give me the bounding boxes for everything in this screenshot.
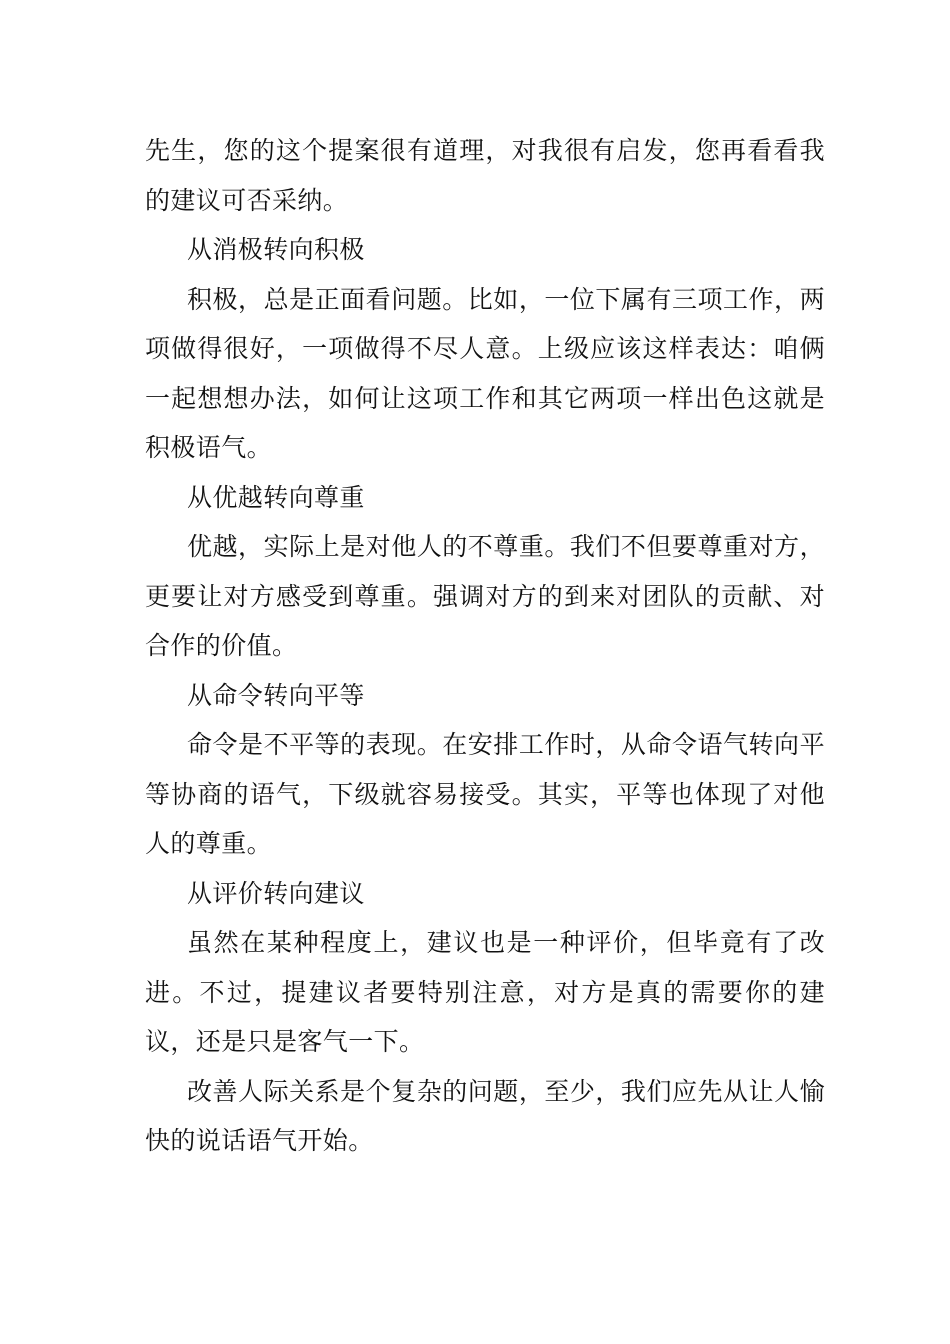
paragraph-respect: 优越，实际上是对他人的不尊重。我们不但要尊重对方，更要让对方感受到尊重。强调对方的到来对团队的贡献、对合作的价值。 — [145, 532, 825, 660]
document-body — [145, 126, 825, 1166]
paragraph-equality: 命令是不平等的表现。在安排工作时，从命令语气转向平等协商的语气，下级就容易接受。其实，平等也体现了对他人的尊重。 — [145, 730, 825, 858]
section-heading-suggestion: 从评价转向建议 — [187, 878, 365, 908]
paragraph-positive: 积极，总是正面看问题。比如，一位下属有三项工作，两项做得很好，一项做得不尽人意。上级应该这样表达：咱俩一起想想办法，如何让这项工作和其它两项一样出色这就是积极语气。 — [145, 284, 825, 462]
section-heading-positive: 从消极转向积极 — [187, 235, 365, 264]
section-heading-respect: 从优越转向尊重 — [187, 482, 365, 512]
paragraph-continuation: 先生，您的这个提案很有道理，对我很有启发，您再看看我的建议可否采纳。 — [145, 136, 825, 215]
paragraph-suggestion: 虽然在某种程度上，建议也是一种评价，但毕竟有了改进。不过，提建议者要特别注意，对方是真的需要你的建议，还是只是客气一下。 — [145, 928, 825, 1056]
section-heading-equality: 从命令转向平等 — [187, 680, 365, 710]
paragraph-conclusion: 改善人际关系是个复杂的问题，至少，我们应先从让人愉快的说话语气开始。 — [145, 1076, 825, 1155]
